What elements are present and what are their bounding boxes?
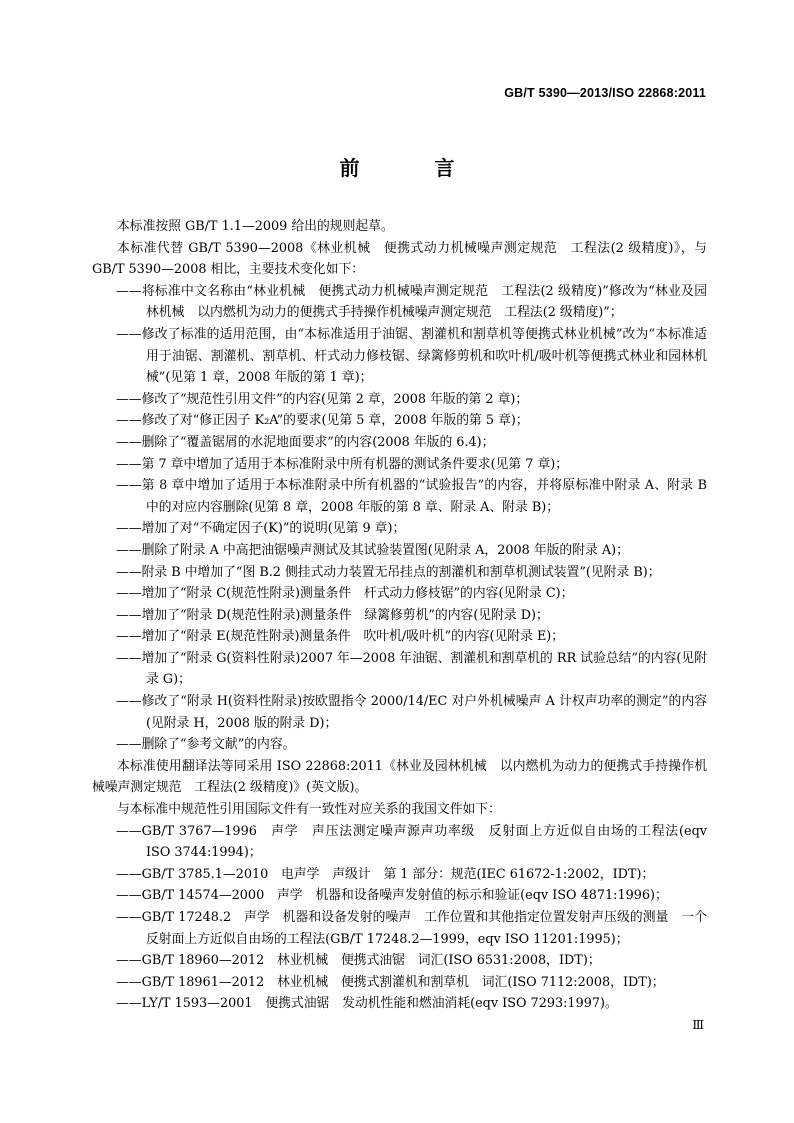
list-item: ——删除了附录 A 中高把油锯噪声测试及其试验装置图(见附录 A，2008 年版的附录 A)； — [116, 542, 629, 558]
list-item: ——修改了“规范性引用文件”的内容(见第 2 章，2008 年版的第 2 章)； — [116, 391, 529, 407]
list-item: ——增加了对“不确定因子(K)”的说明(见第 9 章)； — [116, 521, 406, 537]
list-item: ——修改了标准的适用范围，由“本标准适用于油锯、割灌机和割草机等便携式林业机械”改为“本标准适用于油锯、割灌机、割草机、杆式动力修枝锯、绿篱修剪机和吹叶机/吸叶机等便携式林业和园林机械”(见第 1 章，2008 年版的第 1 章)； — [116, 326, 707, 386]
list-item: ——GB/T 14574—2000 声学 机器和设备噪声发射值的标示和验证(eqv ISO 4871:1996)； — [116, 888, 668, 904]
document-body — [92, 216, 707, 1015]
list-item: ——将标准中文名称由“林业机械 便携式动力机械噪声测定规范 工程法(2 级精度)”修改为“林业及园林机械 以内燃机为动力的便携式手持操作机械噪声测定规范 工程法(2 级精度)”； — [116, 283, 707, 321]
list-item: ——GB/T 3785.1—2010 电声学 声级计 第 1 部分：规范(IEC 61672-1:2002，IDT)； — [116, 866, 655, 882]
page-number: Ⅲ — [692, 1018, 704, 1032]
list-item: ——删除了“覆盖锯屑的水泥地面要求”的内容(2008 年版的 6.4)； — [116, 434, 495, 450]
paragraph: 本标准代替 GB/T 5390—2008《林业机械 便携式动力机械噪声测定规范 工程法(2 级精度)》，与 GB/T 5390—2008 相比，主要技术变化如下： — [92, 240, 707, 278]
list-item: ——GB/T 3767—1996 声学 声压法测定噪声源声功率级 反射面上方近似自由场的工程法(eqv ISO 3744:1994)； — [116, 823, 707, 861]
standard-code: GB/T 5390—2013/ISO 22868:2011 — [504, 86, 706, 100]
list-item: ——GB/T 18960—2012 林业机械 便携式油锯 词汇(ISO 6531:2008，IDT)； — [116, 953, 601, 969]
list-item: ——附录 B 中增加了“图 B.2 侧挂式动力装置无吊挂点的割灌机和割草机测试装置”(见附录 B)； — [116, 564, 661, 580]
paragraph: 与本标准中规范性引用国际文件有一致性对应关系的我国文件如下： — [117, 802, 501, 818]
list-item: ——修改了对“修正因子 K₂A”的要求(见第 5 章，2008 年版的第 5 章)； — [116, 413, 529, 429]
list-item: ——修改了“附录 H(资料性附录)按欧盟指令 2000/14/EC 对户外机械噪声 A 计权声功率的测定”的内容(见附录 H，2008 版的附录 D)； — [116, 694, 707, 731]
list-item: ——LY/T 1593—2001 便携式油锯 发动机性能和燃油消耗(eqv ISO 7293:1997)。 — [116, 996, 618, 1012]
list-item: ——增加了“附录 G(资料性附录)2007 年—2008 年油锯、割灌机和割草机的 RR 试验总结”的内容(见附录 G)； — [116, 650, 707, 688]
paragraph: 本标准按照 GB/T 1.1—2009 给出的规则起草。 — [117, 219, 394, 234]
list-item: ——第 7 章中增加了适用于本标准附录中所有机器的测试条件要求(见第 7 章)； — [116, 456, 569, 472]
list-item: ——GB/T 18961—2012 林业机械 便携式割灌机和割草机 词汇(ISO 7112:2008，IDT)； — [116, 974, 665, 990]
page-title: 前 言 — [339, 156, 489, 180]
list-item: ——GB/T 17248.2 声学 机器和设备发射的噪声 工作位置和其他指定位置发射声压级的测量 一个反射面上方近似自由场的工程法(GB/T 17248.2—1999，eqv ISO 11201:1995)； — [116, 910, 707, 947]
list-item: ——增加了“附录 D(规范性附录)测量条件 绿篱修剪机”的内容(见附录 D)； — [116, 607, 549, 623]
list-item: ——增加了“附录 C(规范性附录)测量条件 杆式动力修枝锯”的内容(见附录 C)； — [116, 586, 574, 602]
paragraph: 本标准使用翻译法等同采用 ISO 22868:2011《林业及园林机械 以内燃机为动力的便携式手持操作机械噪声测定规范 工程法(2 级精度)》(英文版)。 — [92, 758, 707, 796]
list-item: ——第 8 章中增加了适用于本标准附录中所有机器的“试验报告”的内容，并将原标准中附录 A、附录 B 中的对应内容删除(见第 8 章，2008 年版的第 8 章、附录 A、附录 B)； — [116, 478, 707, 515]
list-item: ——增加了“附录 E(规范性附录)测量条件 吹叶机/吸叶机”的内容(见附录 E)； — [116, 629, 565, 645]
list-item: ——删除了“参考文献”的内容。 — [116, 737, 296, 753]
